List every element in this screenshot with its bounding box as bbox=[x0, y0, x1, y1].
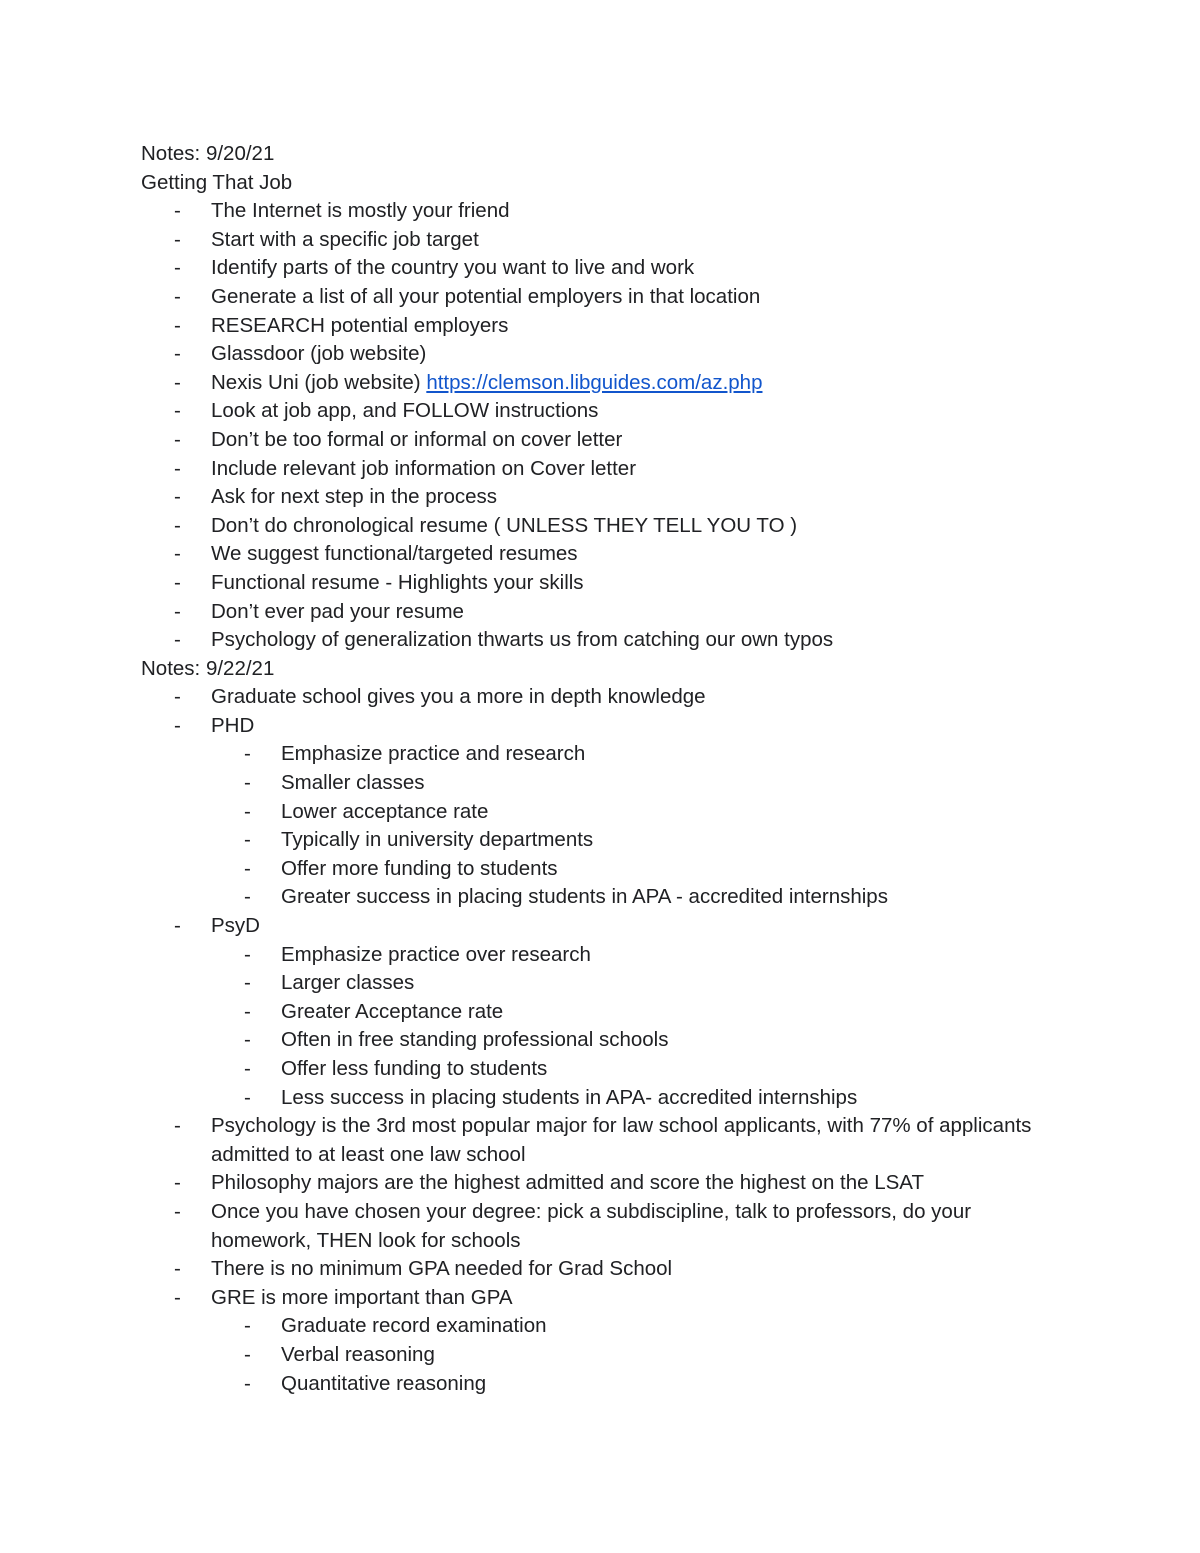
hyperlink[interactable]: https://clemson.libguides.com/az.php bbox=[426, 370, 763, 394]
list-item-text: Emphasize practice and research bbox=[281, 742, 586, 766]
list-item-text: The Internet is mostly your friend bbox=[211, 199, 510, 223]
list-item-text: Generate a list of all your potential employers in that location bbox=[211, 284, 761, 308]
bullet-dash: - bbox=[174, 313, 181, 337]
list-item bbox=[211, 740, 1041, 769]
bullet-dash: - bbox=[174, 1285, 181, 1309]
list-item bbox=[141, 369, 1041, 398]
list-item-text: Nexis Uni (job website) bbox=[211, 370, 427, 394]
bullet-dash: - bbox=[244, 1085, 251, 1109]
bullet-dash: - bbox=[174, 685, 181, 709]
list-item bbox=[211, 998, 1041, 1027]
bullet-dash: - bbox=[174, 628, 181, 652]
list-item-text: Psychology is the 3rd most popular major for law school applicants, with 77% of applicants admitted to at least one law school bbox=[211, 1114, 1032, 1166]
list-item bbox=[211, 798, 1041, 827]
list-item-text: Psychology of generalization thwarts us from catching our own typos bbox=[211, 628, 834, 652]
list-item-text: GRE is more important than GPA bbox=[211, 1285, 513, 1309]
bullet-dash: - bbox=[174, 1171, 181, 1195]
list-item bbox=[211, 769, 1041, 798]
list-item bbox=[141, 1198, 1041, 1255]
bullet-dash: - bbox=[244, 771, 251, 795]
list-item bbox=[141, 197, 1041, 226]
list-item bbox=[211, 855, 1041, 884]
bullet-dash: - bbox=[244, 856, 251, 880]
bullet-list bbox=[141, 197, 1041, 655]
bullet-dash: - bbox=[244, 1314, 251, 1338]
list-item-text: Don’t do chronological resume ( UNLESS THEY TELL YOU TO ) bbox=[211, 513, 798, 537]
list-item bbox=[141, 455, 1041, 484]
list-item-text: Greater success in placing students in APA - accredited internships bbox=[281, 885, 888, 909]
bullet-dash: - bbox=[244, 1371, 251, 1395]
bullet-dash: - bbox=[244, 828, 251, 852]
list-item-text: We suggest functional/targeted resumes bbox=[211, 542, 578, 566]
bullet-dash: - bbox=[244, 1342, 251, 1366]
list-item bbox=[211, 826, 1041, 855]
list-item-text: Typically in university departments bbox=[281, 828, 594, 852]
bullet-dash: - bbox=[244, 799, 251, 823]
section-heading: Notes: 9/22/21 bbox=[141, 656, 275, 680]
list-item bbox=[141, 397, 1041, 426]
list-item bbox=[141, 426, 1041, 455]
list-item-text: RESEARCH potential employers bbox=[211, 313, 509, 337]
list-item-text: Verbal reasoning bbox=[281, 1342, 435, 1366]
list-item bbox=[141, 254, 1041, 283]
bullet-dash: - bbox=[244, 942, 251, 966]
bullet-dash: - bbox=[174, 256, 181, 280]
list-item-text: Emphasize practice over research bbox=[281, 942, 591, 966]
list-item bbox=[141, 226, 1041, 255]
bullet-dash: - bbox=[244, 999, 251, 1023]
list-item-text: Offer less funding to students bbox=[281, 1057, 548, 1080]
list-item-text: Identify parts of the country you want to live and work bbox=[211, 256, 695, 280]
list-item bbox=[211, 1055, 1041, 1084]
list-item bbox=[211, 1026, 1041, 1055]
document-body bbox=[141, 140, 1041, 1398]
list-item-text: Graduate record examination bbox=[281, 1314, 547, 1338]
bullet-dash: - bbox=[174, 570, 181, 594]
list-item-text: Smaller classes bbox=[281, 771, 425, 795]
list-item-text: There is no minimum GPA needed for Grad School bbox=[211, 1257, 673, 1281]
list-item bbox=[141, 483, 1041, 512]
list-item-text: Offer more funding to students bbox=[281, 856, 558, 880]
list-item bbox=[211, 883, 1041, 912]
list-item bbox=[211, 1084, 1041, 1113]
bullet-dash: - bbox=[244, 885, 251, 909]
list-item-text: Start with a specific job target bbox=[211, 227, 479, 251]
list-item bbox=[141, 1284, 1041, 1398]
list-item bbox=[141, 312, 1041, 341]
bullet-dash: - bbox=[174, 399, 181, 423]
list-item-text: Look at job app, and FOLLOW instructions bbox=[211, 399, 599, 423]
list-item-text: Larger classes bbox=[281, 971, 415, 995]
list-item-text: Include relevant job information on Cover letter bbox=[211, 456, 637, 480]
bullet-dash: - bbox=[244, 971, 251, 995]
bullet-dash: - bbox=[174, 1257, 181, 1281]
list-item-text: Less success in placing students in APA- accredited internships bbox=[281, 1085, 858, 1109]
bullet-dash: - bbox=[244, 1028, 251, 1052]
list-item-text: Functional resume - Highlights your skills bbox=[211, 570, 584, 594]
bullet-dash: - bbox=[174, 342, 181, 366]
list-item-text: Often in free standing professional schools bbox=[281, 1028, 669, 1052]
list-item bbox=[141, 1255, 1041, 1284]
list-item-text: Glassdoor (job website) bbox=[211, 342, 427, 366]
list-item bbox=[211, 1370, 1041, 1399]
bullet-dash: - bbox=[174, 914, 181, 938]
nested-bullet-list bbox=[211, 941, 1041, 1113]
list-item bbox=[141, 626, 1041, 655]
list-item-text: Ask for next step in the process bbox=[211, 485, 497, 509]
bullet-dash: - bbox=[174, 485, 181, 509]
list-item bbox=[141, 912, 1041, 1112]
bullet-dash: - bbox=[174, 456, 181, 480]
list-item bbox=[141, 1112, 1041, 1169]
list-item-text: Don’t ever pad your resume bbox=[211, 599, 464, 623]
list-item-text: Quantitative reasoning bbox=[281, 1371, 487, 1395]
list-item-text: Greater Acceptance rate bbox=[281, 999, 504, 1023]
bullet-dash: - bbox=[244, 742, 251, 766]
bullet-dash: - bbox=[174, 1199, 181, 1223]
list-item bbox=[141, 340, 1041, 369]
list-item-text: PHD bbox=[211, 713, 255, 737]
list-item-text: Once you have chosen your degree: pick a subdiscipline, talk to professors, do your homework, THEN look for schools bbox=[211, 1199, 972, 1252]
list-item bbox=[141, 512, 1041, 541]
list-item bbox=[141, 569, 1041, 598]
section-heading: Notes: 9/20/21 bbox=[141, 142, 275, 165]
nested-bullet-list bbox=[211, 740, 1041, 912]
list-item bbox=[141, 283, 1041, 312]
section-subheading: Getting That Job bbox=[141, 170, 293, 194]
bullet-dash: - bbox=[174, 370, 181, 394]
list-item bbox=[141, 540, 1041, 569]
list-item bbox=[141, 683, 1041, 712]
list-item bbox=[141, 712, 1041, 912]
bullet-dash: - bbox=[174, 284, 181, 308]
bullet-dash: - bbox=[174, 599, 181, 623]
bullet-list bbox=[141, 683, 1041, 1398]
list-item-text: PsyD bbox=[211, 914, 260, 938]
bullet-dash: - bbox=[174, 513, 181, 537]
list-item-text: Don’t be too formal or informal on cover letter bbox=[211, 427, 623, 451]
bullet-dash: - bbox=[174, 542, 181, 566]
bullet-dash: - bbox=[174, 199, 181, 223]
list-item bbox=[211, 1312, 1041, 1341]
list-item bbox=[211, 969, 1041, 998]
list-item bbox=[211, 941, 1041, 970]
bullet-dash: - bbox=[244, 1057, 251, 1080]
bullet-dash: - bbox=[174, 1114, 181, 1138]
bullet-dash: - bbox=[174, 713, 181, 737]
nested-bullet-list bbox=[211, 1312, 1041, 1398]
list-item-text: Graduate school gives you a more in depth knowledge bbox=[211, 685, 706, 709]
list-item-text: Lower acceptance rate bbox=[281, 799, 489, 823]
list-item bbox=[211, 1341, 1041, 1370]
bullet-dash: - bbox=[174, 427, 181, 451]
list-item bbox=[141, 598, 1041, 627]
bullet-dash: - bbox=[174, 227, 181, 251]
list-item bbox=[141, 1169, 1041, 1198]
list-item-text: Philosophy majors are the highest admitted and score the highest on the LSAT bbox=[211, 1171, 924, 1195]
